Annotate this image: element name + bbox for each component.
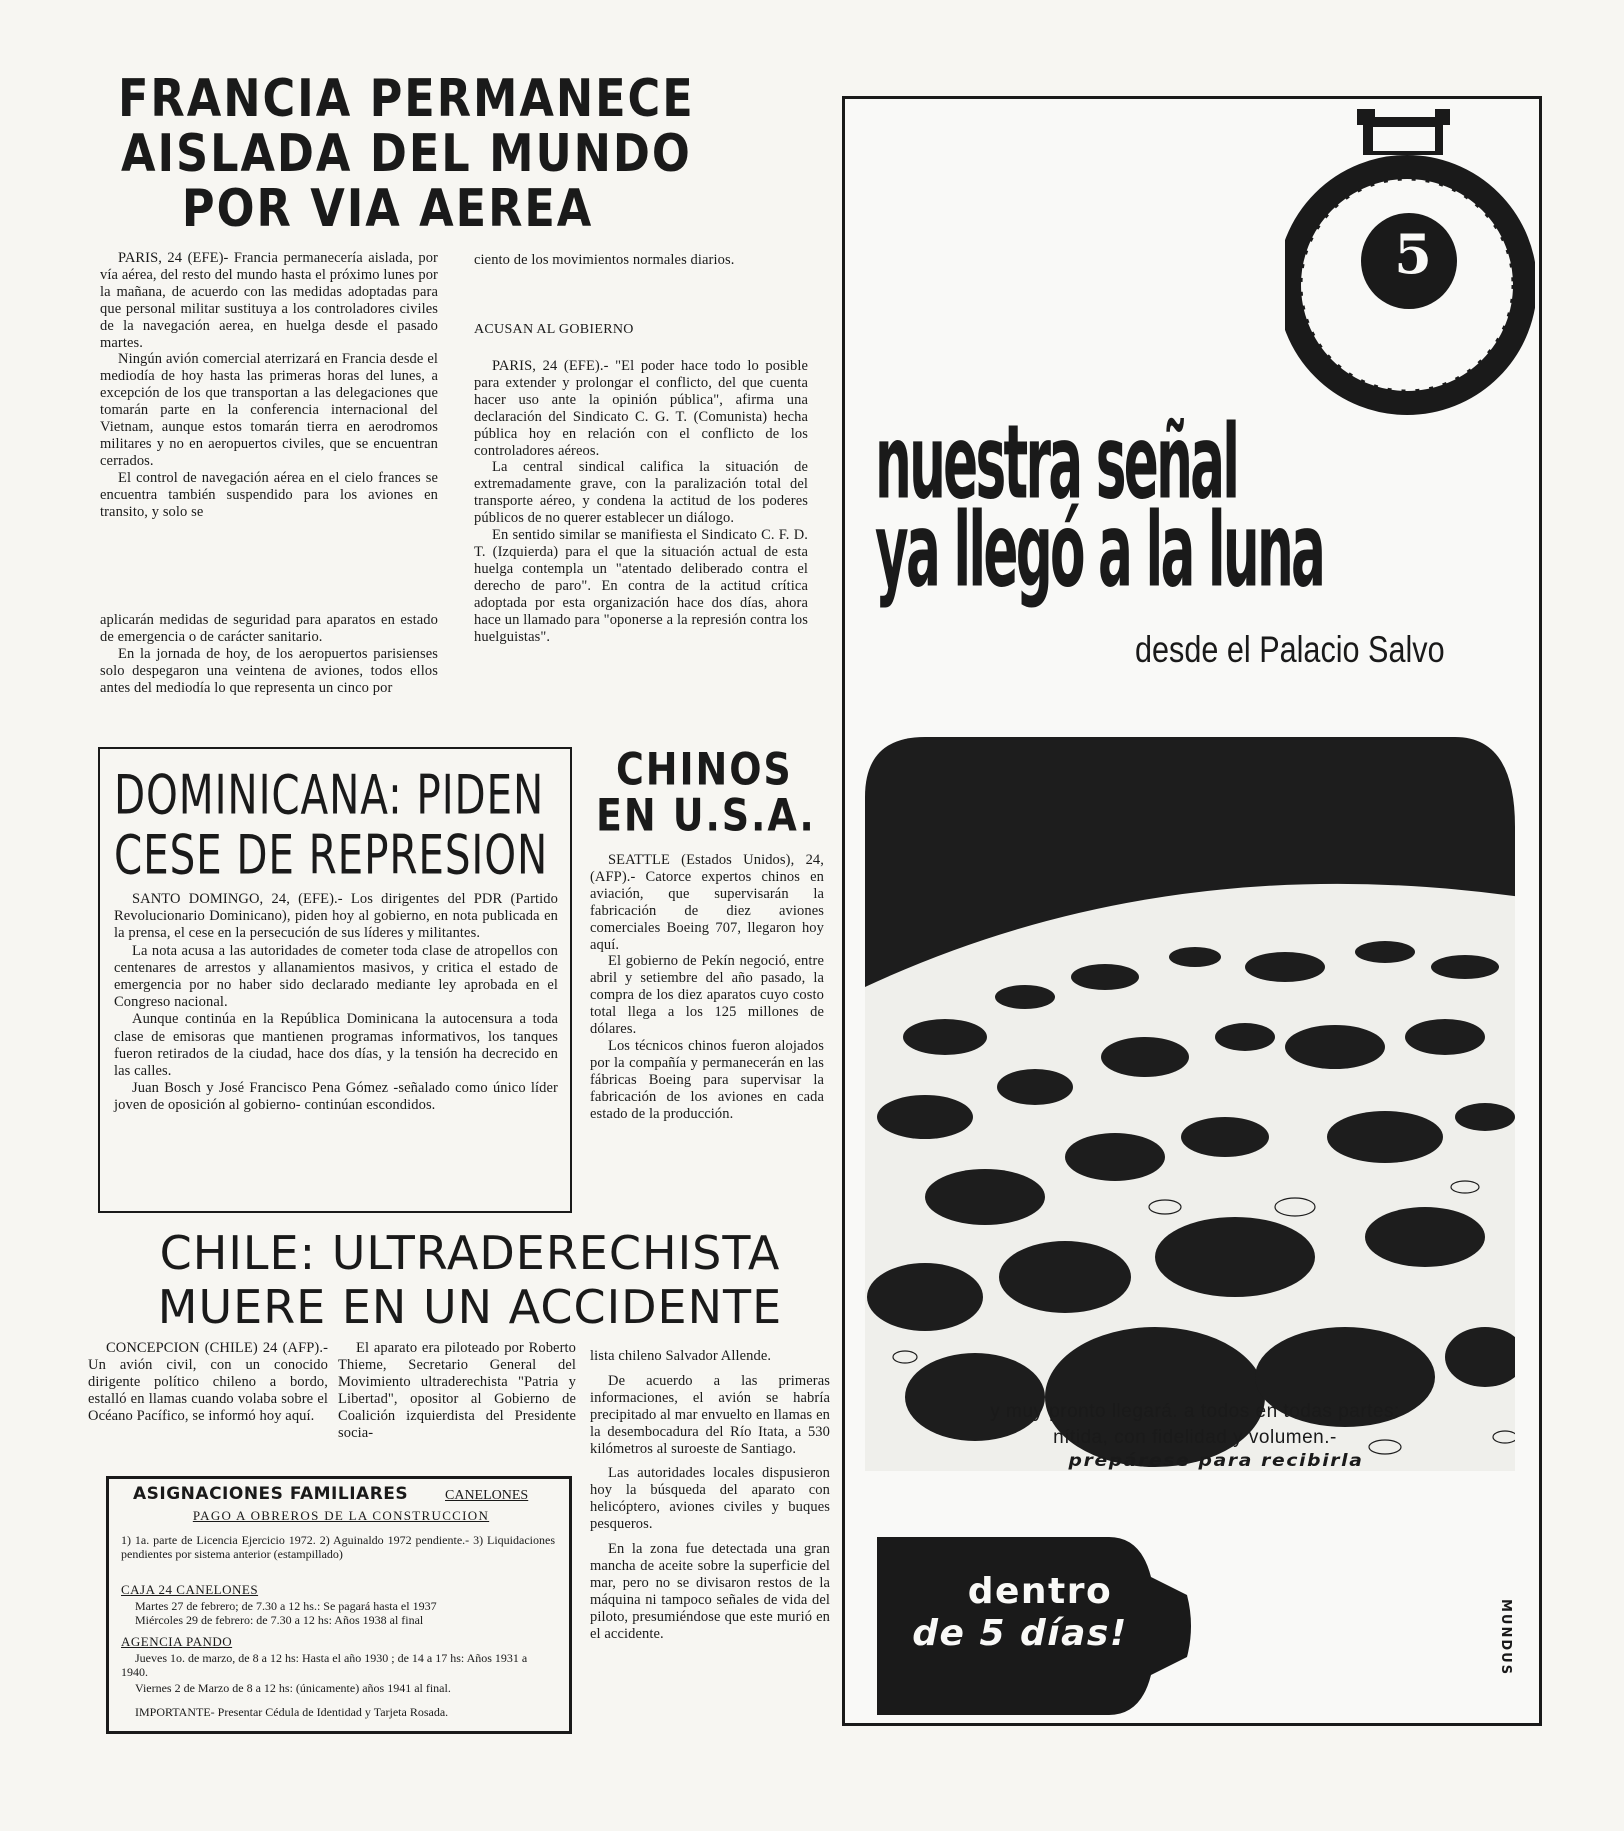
chinos-paragraph: Los técnicos chinos fueron alojados por la compañía y permanecerán en las fábricas Boeing para supervisar la fabricación de los aviones en cada estado de la producción. — [590, 1037, 824, 1122]
asignaciones-title: ASIGNACIONES FAMILIARES — [133, 1484, 409, 1504]
asignaciones-intro: 1) 1a. parte de Licencia Ejercicio 1972. 2) Aguinaldo 1972 pendiente.- 3) Liquidaciones pendientes por sistema anterior (estampillado) — [121, 1533, 555, 1561]
ad-slogan-line-2: ya llegó a la luna — [875, 489, 1324, 610]
chinos-paragraph: El gobierno de Pekín negoció, entre abril y setiembre del año pasado, la compra de los diez aparatos cuyo costo total llega a los 125 millones de dólares. — [590, 953, 824, 1038]
chile-column-3 — [590, 1348, 830, 1643]
francia-headline-line-3: POR VIA AEREA — [181, 178, 594, 239]
francia-headline-line-2: AISLADA DEL MUNDO — [121, 123, 692, 184]
agencia-title: AGENCIA PANDO — [121, 1634, 233, 1649]
ad-banner-line-1: dentro — [967, 1571, 1113, 1612]
francia-column-1 — [100, 250, 438, 521]
caja-title: CAJA 24 CANELONES — [121, 1582, 259, 1597]
francia-column-1b — [100, 612, 438, 697]
ad-panel — [842, 96, 1542, 1726]
chile-headline-line-2: MUERE EN UN ACCIDENTE — [157, 1280, 783, 1334]
chinos-body — [590, 852, 824, 1123]
ad-slogan — [875, 395, 1515, 610]
francia-subhead: ACUSAN AL GOBIERNO — [474, 322, 634, 337]
agencia-line-1: Jueves 1o. de marzo, de 8 a 12 hs: Hasta el año 1930 ; de 14 a 17 hs: Años 1931 a 1940. — [121, 1651, 528, 1679]
asignaciones-subtitle: PAGO A OBREROS DE LA CONSTRUCCION — [192, 1508, 490, 1523]
francia-paragraph: En la jornada de hoy, de los aeropuertos parisienses solo despegaron una veintena de aviones, todos ellos antes del mediodía lo que representa un cinco por — [100, 645, 438, 696]
francia-paragraph: PARIS, 24 (EFE).- "El poder hace todo lo posible para extender y prolongar el conflicto, del que cuenta hacer uso ante la opinión pública", afirma una declaración del Sindicato C. G. T. (Comunista) hecha pública hoy en relación con el conflicto de los controladores aéreos. — [474, 358, 808, 459]
caja-line-2: Miércoles 29 de febrero: de 7.30 a 12 hs: Años 1938 al final — [135, 1613, 424, 1627]
dominicana-paragraph: Aunque continúa en la República Dominicana la autocensura a toda clase de emisoras que mantienen programas informativos, los tanques fueron retirados de la ciudad, hace dos días, y la tensión ha decrecido en las calles. — [114, 1011, 558, 1080]
francia-paragraph: La central sindical califica la situación de extremadamente grave, con la paralización total del transporte aéreo, y condena la actitud de los poderes públicos de no querer establecer un diálogo. — [474, 459, 808, 527]
francia-paragraph: aplicarán medidas de seguridad para aparatos en estado de emergencia o de carácter sanitario. — [100, 612, 438, 645]
ad-agency: MUNDUS — [1498, 1599, 1513, 1677]
dominicana-box — [98, 747, 572, 1213]
asignaciones-place: CANELONES — [445, 1488, 529, 1503]
chile-paragraph: En la zona fue detectada una gran mancha de aceite sobre la superficie del mar, pero no se divisaron restos de la máquina ni tampoco señales de vida del piloto, presumiéndose que este murió en el accidente. — [590, 1541, 830, 1642]
caja-line-1: Martes 27 de febrero; de 7.30 a 12 hs.: Se pagará hasta el 1937 — [135, 1599, 437, 1613]
ad-banner — [875, 1571, 1165, 1655]
francia-headline-line-1: FRANCIA PERMANECE — [118, 68, 695, 129]
agencia-line-2: Viernes 2 de Marzo de 8 a 12 hs: (únicamente) años 1941 al final. — [135, 1681, 451, 1695]
francia-column-2b — [474, 358, 808, 645]
dominicana-headline-line-1: DOMINICANA: PIDEN — [114, 762, 545, 827]
francia-paragraph: Ningún avión comercial aterrizará en Francia desde el mediodía de hoy hasta las primeras horas del lunes, a excepción de los que transportan a las delegaciones que tomarán parte en la conferencia internacional del Vietnam, aunque estos tomarán tierra en aerodromos militares y no en aeropuertos civiles, que se encuentran cerrados. — [100, 351, 438, 469]
chile-paragraph: lista chileno Salvador Allende. — [590, 1348, 772, 1364]
ad-body-line-1: y muy pronto llegará. a todos en todas partes: — [990, 1401, 1400, 1422]
ad-tagline: desde el Palacio Salvo — [1135, 629, 1445, 671]
dominicana-headline — [114, 759, 560, 887]
francia-column-2a — [474, 252, 808, 269]
chile-paragraph: Las autoridades locales dispusieron hoy la búsqueda del aparato con helicóptero, aviones civiles y buques pesqueros. — [590, 1465, 830, 1533]
chile-column-1 — [88, 1340, 328, 1425]
francia-paragraph: PARIS, 24 (EFE)- Francia permanecería aislada, por vía aérea, del resto del mundo hasta el próximo lunes por la mañana, de acuerdo con las medidas adoptadas para que personal militar sustituya a los controladores civiles de la navegación aerea, en huelga desde el pasado martes. — [100, 250, 438, 351]
francia-headline — [118, 68, 778, 239]
dominicana-paragraph: La nota acusa a las autoridades de cometer toda clase de atropellos con centenares de arrestos y allanamientos masivos, y critica el estado de emergencia por no haber sido declarado mediante ley aprobada en el Congreso nacional. — [114, 942, 558, 1011]
dominicana-paragraph: SANTO DOMINGO, 24, (EFE).- Los dirigentes del PDR (Partido Revolucionario Dominicano), piden hoy al gobierno, en nota publicada en la prensa, el cese en la persecución de sus líderes y militantes. — [114, 891, 558, 942]
chile-paragraph: El aparato era piloteado por Roberto Thieme, Secretario General del Movimiento ultraderechista "Patria y Libertad", opositor al Gobierno de Coalición izquierdista del Presidente socia- — [338, 1340, 576, 1441]
dominicana-body — [114, 891, 558, 1115]
chile-headline-line-1: CHILE: ULTRADERECHISTA — [159, 1226, 781, 1280]
ad-slogan-line-1: nuestra señal — [875, 401, 1238, 522]
francia-paragraph: ciento de los movimientos normales diarios. — [474, 252, 735, 268]
chile-headline — [110, 1226, 830, 1334]
chile-paragraph: CONCEPCION (CHILE) 24 (AFP).- Un avión civil, con un conocido dirigente político chileno a bordo, estalló en llamas cuando volaba sobre el Océano Pacífico, se informó hoy aquí. — [88, 1340, 328, 1424]
ad-body — [915, 1399, 1475, 1451]
chinos-headline-line-1: CHINOS — [616, 744, 793, 796]
ad-number: 5 — [1394, 222, 1432, 286]
asignaciones-importante: IMPORTANTE- Presentar Cédula de Identidad y Tarjeta Rosada. — [135, 1705, 449, 1719]
chinos-paragraph: SEATTLE (Estados Unidos), 24, (AFP).- Catorce expertos chinos en aviación, que supervisarán la fabricación de diez aviones comerciales Boeing 707, llegaron hoy aquí. — [590, 852, 824, 953]
chile-paragraph: De acuerdo a las primeras informaciones, el avión se habría precipitado al mar envuelto en llamas en la desembocadura del Río Itata, a 530 kilómetros al suroeste de Santiago. — [590, 1372, 830, 1457]
francia-paragraph: En sentido similar se manifiesta el Sindicato C. F. D. T. (Izquierda) para el que la situación actual de esta huelga contempla un "atentado deliberado contra el derecho de paro". En contra de la actitud crítica adoptada por esta organización hace dos días, ahora hace un llamado para "oponerse a la represión contra los huelguistas". — [474, 527, 808, 645]
ad-call: prepárese para recibirla — [1068, 1451, 1364, 1471]
francia-paragraph: El control de navegación aérea en el cielo frances se encuentra también suspendido para los aviones en transito, y solo se — [100, 469, 438, 520]
ad-body-line-2: nítida, con fidelidad y volumen.- — [1053, 1427, 1337, 1448]
moon-illustration — [865, 737, 1521, 1471]
dominicana-headline-line-2: CESE DE REPRESION — [114, 822, 549, 887]
ad-banner-line-2: de 5 días! — [912, 1613, 1128, 1654]
dominicana-paragraph: Juan Bosch y José Francisco Pena Gómez -señalado como único líder joven de oposición al gobierno- continúan escondidos. — [114, 1080, 558, 1114]
asignaciones-box — [106, 1476, 572, 1734]
chinos-headline-line-2: EN U.S.A. — [596, 790, 816, 842]
chile-column-2 — [338, 1340, 576, 1441]
chinos-headline — [596, 744, 826, 842]
